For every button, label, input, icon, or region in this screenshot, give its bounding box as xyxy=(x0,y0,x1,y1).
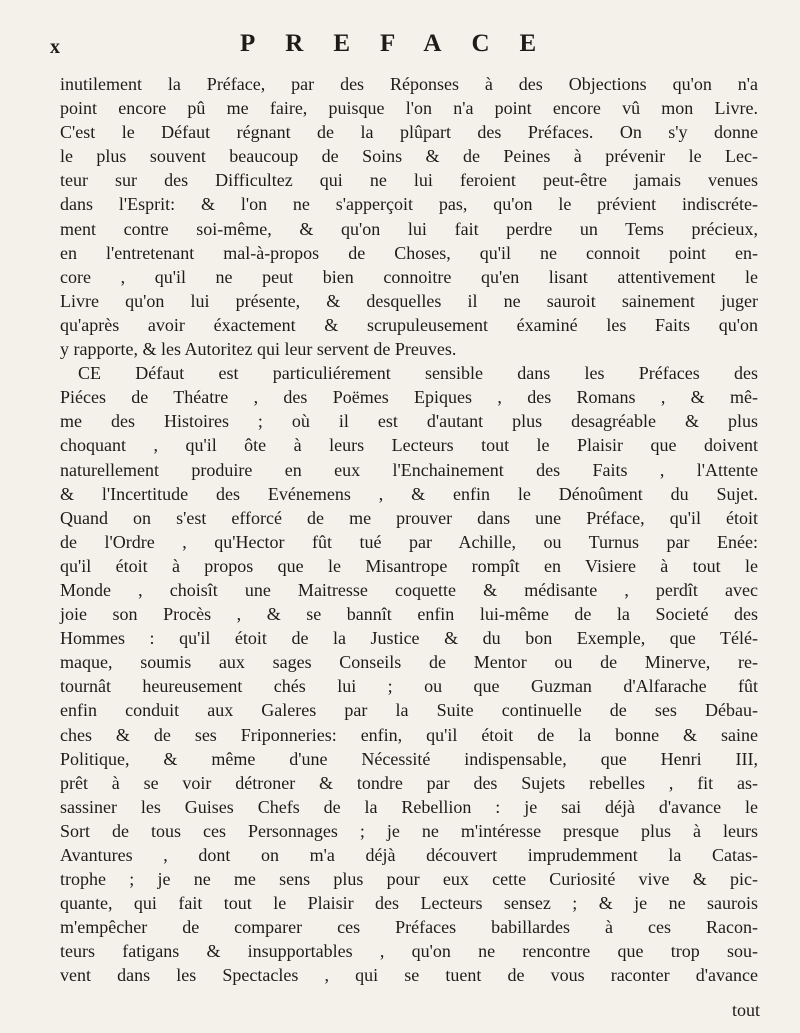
text-line: maque, soumis aux sages Conseils de Mentor ou de Minerve, re- xyxy=(60,652,758,673)
text-line: quante, qui fait tout le Plaisir des Lecteurs sensez ; & je ne saurois xyxy=(60,893,758,914)
text-line: me des Histoires ; où il est d'autant plus desagréable & plus xyxy=(60,411,758,432)
body-text xyxy=(60,72,758,988)
text-line: le plus souvent beaucoup de Soins & de Peines à prévenir le Lec- xyxy=(60,146,758,167)
text-line: teurs fatigans & insupportables , qu'on ne rencontre que trop sou- xyxy=(60,941,758,962)
text-line-paragraph-start: CE Défaut est particuliérement sensible dans les Préfaces des xyxy=(78,363,758,384)
text-line: Politique, & même d'une Nécessité indispensable, que Henri III, xyxy=(60,748,758,769)
text-line: qu'il étoit à propos que le Misantrope rompît en Visiere à tout le xyxy=(60,555,758,576)
text-line: joie son Procès , & se bannît enfin lui-même de la Societé des xyxy=(60,604,758,625)
text-line: vent dans les Spectacles , qui se tuent de vous raconter d'avance xyxy=(60,965,758,986)
text-line-paragraph-end: y rapporte, & les Autoritez qui leur servent de Preuves. xyxy=(60,339,457,360)
page-header xyxy=(0,26,800,66)
text-line: naturellement produire en eux l'Enchainement des Faits , l'Attente xyxy=(60,459,758,480)
text-line: core , qu'il ne peut bien connoitre qu'en lisant attentivement le xyxy=(60,266,758,287)
text-line: C'est le Défaut régnant de la plûpart des Préfaces. On s'y donne xyxy=(60,122,758,143)
page-number: x xyxy=(50,36,61,58)
text-line: Piéces de Théatre , des Poëmes Epiques , des Romans , & mê- xyxy=(60,387,758,408)
text-line: trophe ; je ne me sens plus pour eux cette Curiosité vive & pic- xyxy=(60,869,758,890)
text-line: teur sur des Difficultez qui ne lui feroient peut-être jamais venues xyxy=(60,170,758,191)
text-line: & l'Incertitude des Evénemens , & enfin le Dénoûment du Sujet. xyxy=(60,483,758,504)
text-line: point encore pû me faire, puisque l'on n'a point encore vû mon Livre. xyxy=(60,98,758,119)
text-line: choquant , qu'il ôte à leurs Lecteurs tout le Plaisir que doivent xyxy=(60,435,758,456)
text-line: m'empêcher de comparer ces Préfaces babillardes à ces Racon- xyxy=(60,917,758,938)
text-line: ment contre soi-même, & qu'on lui fait perdre un Tems précieux, xyxy=(60,218,758,239)
text-line: de l'Ordre , qu'Hector fût tué par Achille, ou Turnus par Enée: xyxy=(60,531,758,552)
text-line: Hommes : qu'il étoit de la Justice & du bon Exemple, que Télé- xyxy=(60,628,758,649)
text-line: enfin conduit aux Galeres par la Suite continuelle de ses Débau- xyxy=(60,700,758,721)
text-line: en l'entretenant mal-à-propos de Choses, qu'il ne connoit point en- xyxy=(60,242,758,263)
text-line: sassiner les Guises Chefs de la Rebellion : je sai déjà d'avance le xyxy=(60,796,758,817)
text-line: Avantures , dont on m'a déjà découvert imprudemment la Catas- xyxy=(60,845,758,865)
text-line: ches & de ses Friponneries: enfin, qu'il étoit de la bonne & saine xyxy=(60,724,758,745)
text-line: Sort de tous ces Personnages ; je ne m'intéresse presque plus à leurs xyxy=(60,820,758,841)
text-line: inutilement la Préface, par des Réponses à des Objections qu'on n'a xyxy=(60,74,758,94)
text-line: dans l'Esprit: & l'on ne s'apperçoit pas, qu'on le prévient indiscréte- xyxy=(60,194,758,215)
text-line: qu'après avoir éxactement & scrupuleusement éxaminé les Faits qu'on xyxy=(60,314,758,335)
text-line: prêt à se voir détroner & tondre par des Sujets rebelles , fit as- xyxy=(60,772,758,793)
running-title: PREFACE xyxy=(240,30,567,57)
text-line: Livre qu'on lui présente, & desquelles il ne sauroit sainement juger xyxy=(60,290,758,311)
text-line: tournât heureusement chés lui ; ou que Guzman d'Alfarache fût xyxy=(60,676,758,697)
text-line: Quand on s'est efforcé de me prouver dans une Préface, qu'il étoit xyxy=(60,507,758,528)
catchword: tout xyxy=(731,1000,760,1020)
text-line: Monde , choisît une Maitresse coquette & médisante , perdît avec xyxy=(60,579,758,600)
